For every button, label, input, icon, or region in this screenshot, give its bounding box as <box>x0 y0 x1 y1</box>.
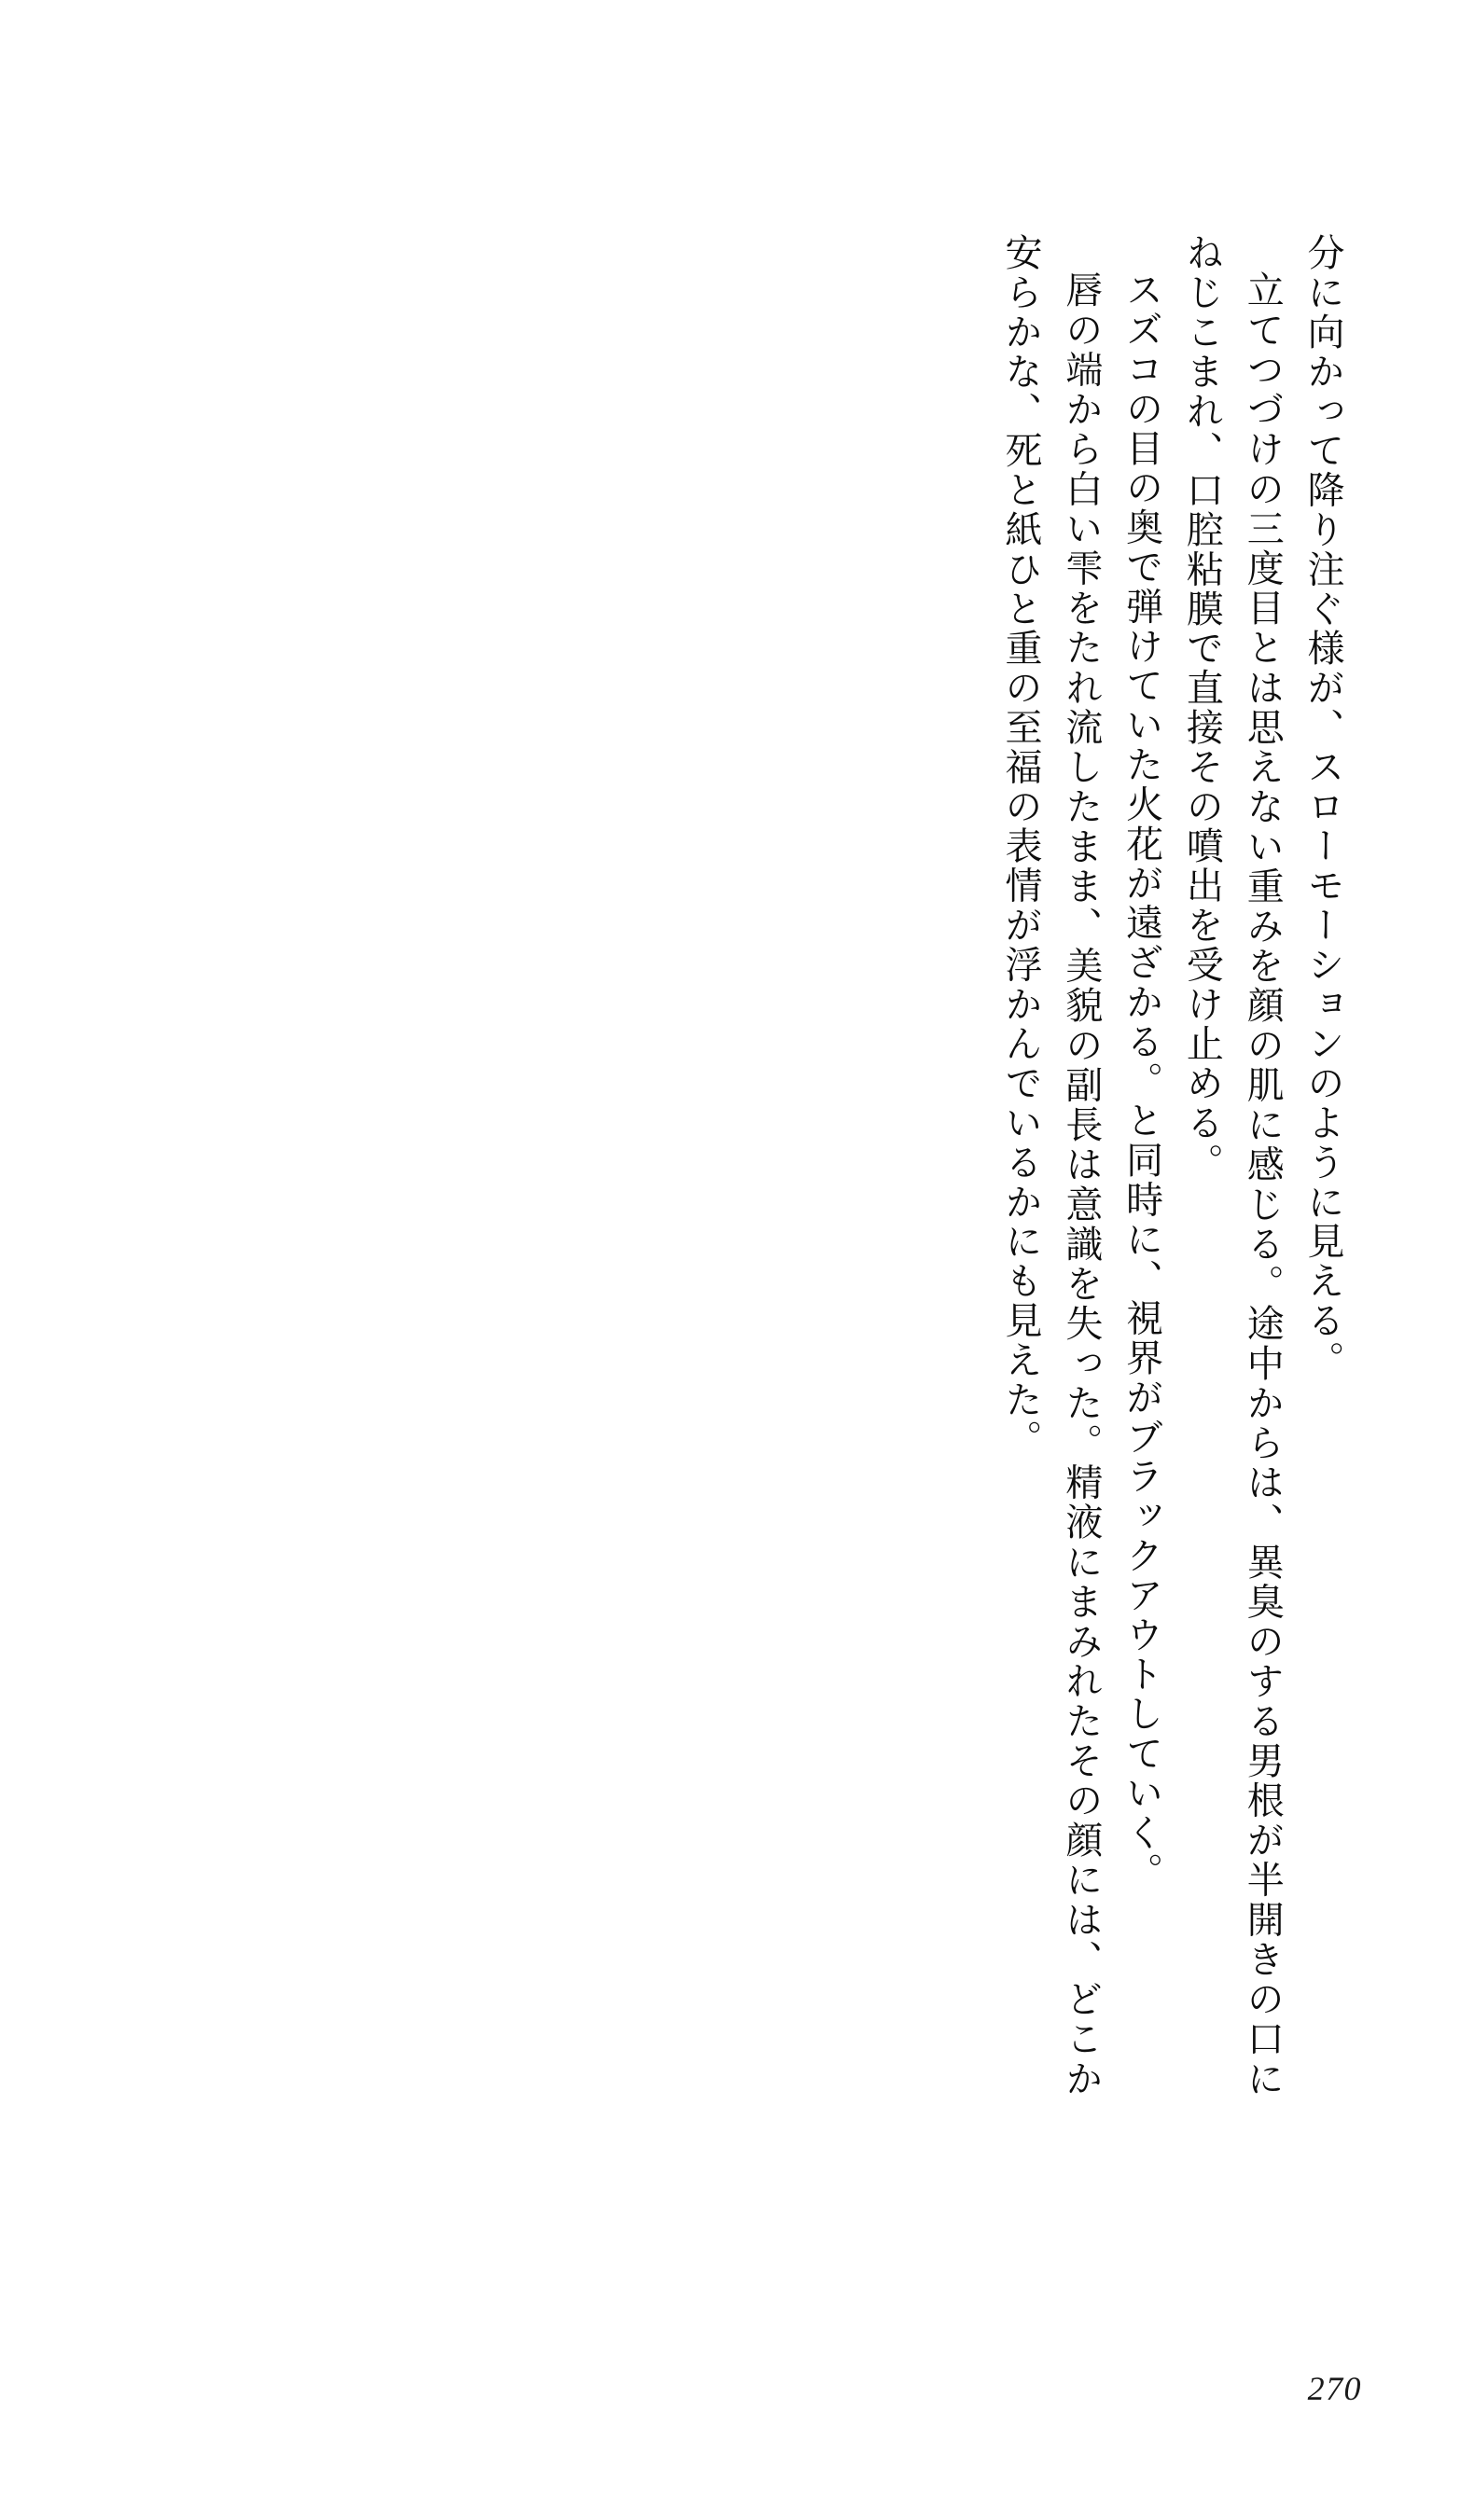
vertical-text-body <box>187 233 1353 2098</box>
page-number: 270 <box>1307 2370 1362 2407</box>
paragraph: 分に向かって降り注ぐ様が、スローモーションのように見える。 <box>1301 233 1344 1380</box>
paragraph: 唇の端から白い雫をたれ流したまま、美貌の副長は意識を失った。精液にまみれたその顔には、どこか安らかな、死と紙ひと重の至福の表情が浮かんでいるかにも見えた。 <box>999 233 1103 2098</box>
paragraph: スズコの目の奥で弾けていた火花が遠ざかる。と同時に、視界がブラックアウトしていく。 <box>1119 270 1163 1892</box>
paragraph: 立てつづけの三度目とは思えない重みを顔の肌に感じる。途中からは、異臭のする男根が半開きの口にねじこまれ、口腔粘膜で直接その噴出を受け止める。 <box>1180 233 1285 2098</box>
